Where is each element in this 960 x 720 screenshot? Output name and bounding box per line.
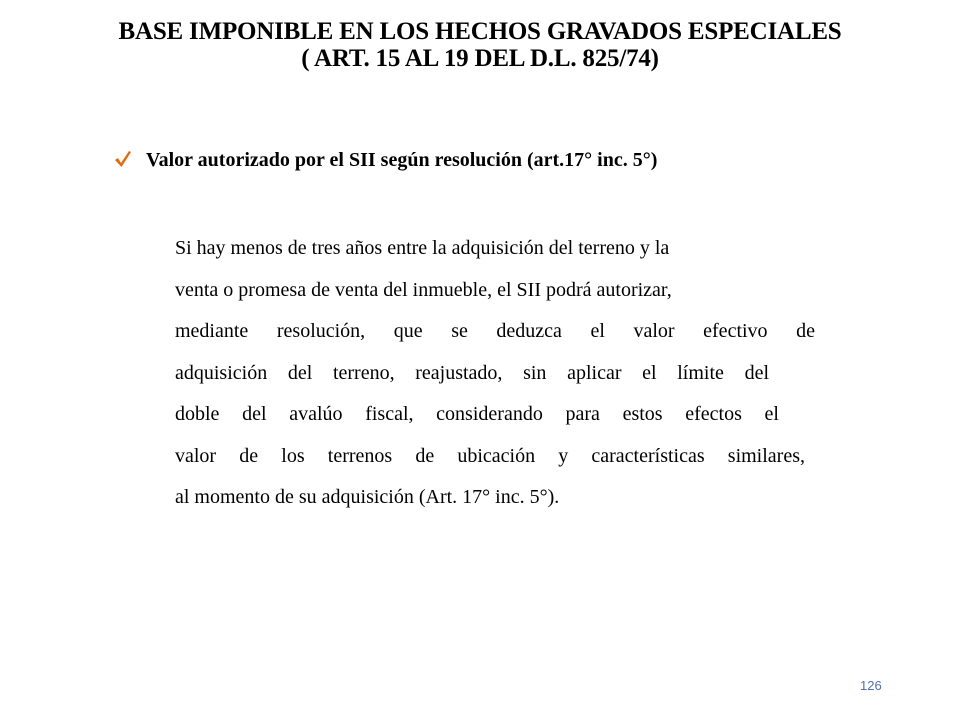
paragraph-line-2: venta o promesa de venta del inmueble, el SII podrá autorizar, — [175, 278, 672, 301]
slide-title — [60, 18, 900, 72]
slide-title-line-2: ( ART. 15 AL 19 DEL D.L. 825/74) — [301, 45, 659, 72]
bullet-item — [114, 148, 874, 172]
body-paragraph — [175, 228, 815, 519]
paragraph-line-5: doble del avalúo fiscal, considerando para estos efectos el — [175, 403, 779, 425]
paragraph-line-6: valor de los terrenos de ubicación y características similares, — [175, 444, 805, 467]
paragraph-line-4: adquisición del terreno, reajustado, sin aplicar el límite del — [175, 361, 769, 384]
paragraph-line-7: al momento de su adquisición (Art. 17° inc. 5°). — [175, 486, 560, 508]
slide-title-line-1: BASE IMPONIBLE EN LOS HECHOS GRAVADOS ESPECIALES — [118, 18, 842, 45]
check-icon — [114, 149, 132, 169]
bullet-text: Valor autorizado por el SII según resolución (art.17° inc. 5°) — [146, 149, 658, 171]
page-number: 126 — [860, 678, 882, 693]
paragraph-line-1: Si hay menos de tres años entre la adquisición del terreno y la — [175, 237, 670, 259]
paragraph-line-3: mediante resolución, que se deduzca el valor efectivo de — [175, 320, 815, 342]
